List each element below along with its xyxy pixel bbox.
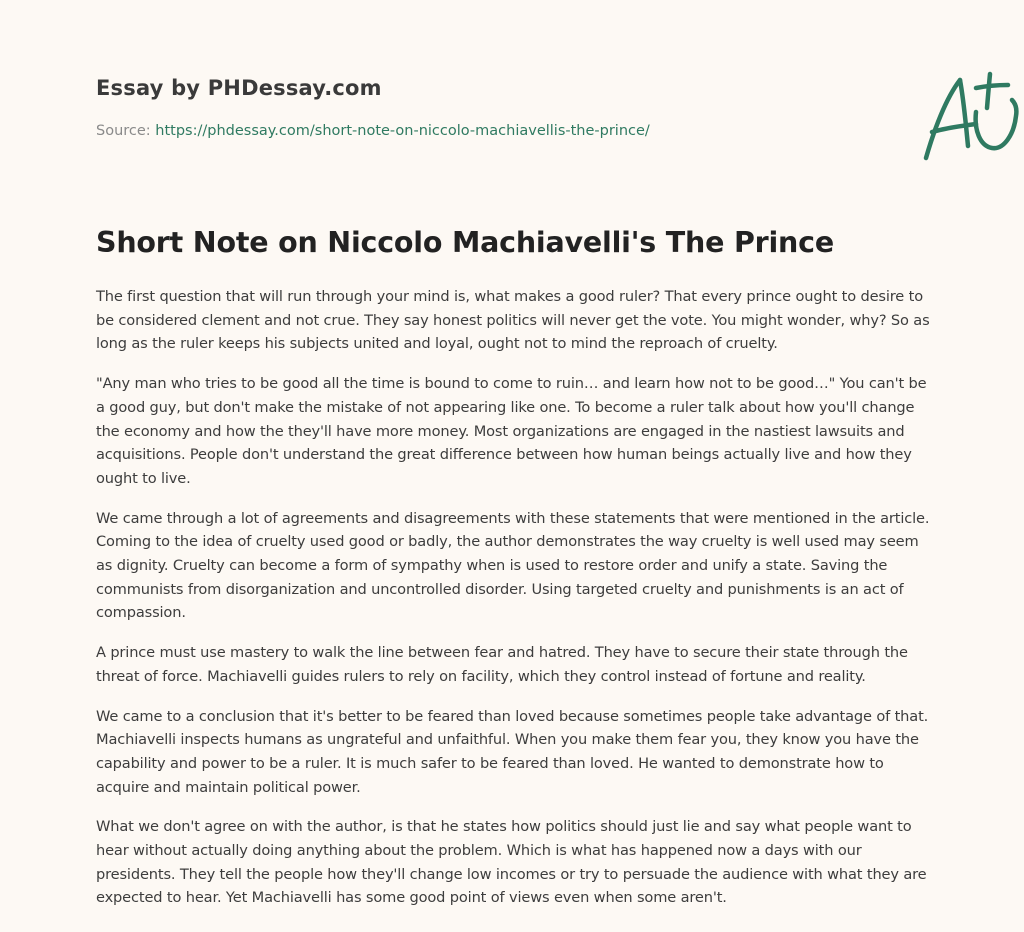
source-label: Source:	[96, 123, 156, 139]
essay-paragraph: We came through a lot of agreements and disagreements with these statements that were mentioned in the article. Coming to the idea of cruelty used good or badly, the author demonstrates the way cruelty is well used may seem as dignity. Cruelty can become a form of sympathy when is used to restore order and unify a state. Saving the communists from disorganization and uncontrolled disorder. Using targeted cruelty and punishments is an act of compassion.	[96, 509, 930, 622]
brand-title: Essay by PHDessay.com	[96, 76, 382, 100]
essay-paragraph: The first question that will run through your mind is, what makes a good ruler? That every prince ought to desire to be considered clement and not crue. They say honest politics will never get the vote. You might wonder, why? So as long as the ruler keeps his subjects united and loyal, ought not to mind the reproach of cruelty.	[96, 288, 930, 353]
essay-paragraph: "Any man who tries to be good all the time is bound to come to ruin… and learn how not to be good…" You can't be a good guy, but don't make the mistake of not appearing like one. To become a ruler talk about how you'll change the economy and how the they'll have more money. Most organizations are engaged in the nastiest lawsuits and acquisitions. People don't understand the great difference between how human beings actually live and how they ought to live.	[96, 375, 927, 487]
a-plus-grade-icon	[916, 68, 1024, 164]
document-title: Short Note on Niccolo Machiavelli's The Prince	[96, 226, 834, 259]
essay-paragraph: We came to a conclusion that it's better to be feared than loved because sometimes people take advantage of that. Machiavelli inspects humans as ungrateful and unfaithful. When you make them fear you, they know you have the capability and power to be a ruler. It is much safer to be feared than loved. He wanted to demonstrate how to acquire and maintain political power.	[96, 707, 929, 796]
source-link[interactable]: https://phdessay.com/short-note-on-niccolo-machiavellis-the-prince/	[155, 123, 650, 139]
essay-body	[96, 285, 930, 926]
source-line	[96, 123, 650, 139]
essay-paragraph: A prince must use mastery to walk the line between fear and hatred. They have to secure their state through the threat of force. Machiavelli guides rulers to rely on facility, which they control instead of fortune and reality.	[96, 644, 908, 685]
essay-paragraph: What we don't agree on with the author, is that he states how politics should just lie and say what people want to hear without actually doing anything about the problem. Which is what has happened now a days with our presidents. They tell the people how they'll change low incomes or try to persuade the audience with what they are expected to hear. Yet Machiavelli has some good point of views even when some aren't.	[96, 818, 927, 907]
